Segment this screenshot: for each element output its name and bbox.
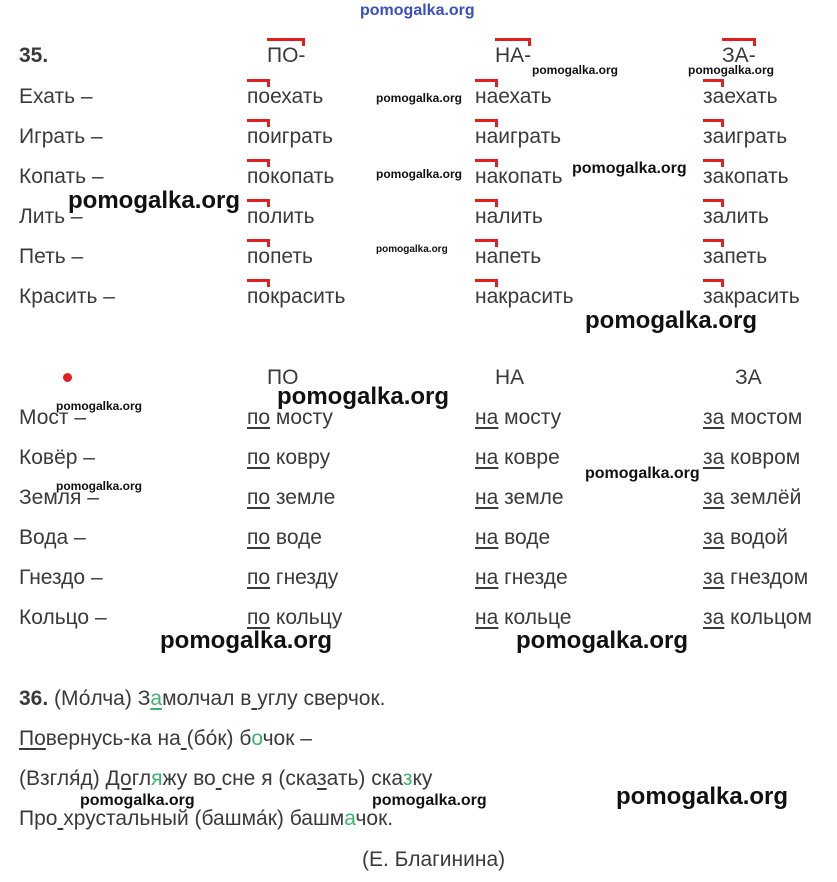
watermark: pomogalka.org [516,627,689,654]
table-cell [703,526,788,550]
watermark: pomogalka.org [572,160,687,177]
watermark: pomogalka.org [56,399,143,413]
preposition: на [475,606,499,629]
word-rest: земле [275,486,336,509]
preposition: на [475,406,499,429]
header-po-prefix: ПО- [267,44,306,67]
word-rest: играть [498,125,562,148]
header-za-prefix: ЗА- [722,44,756,67]
preposition: по [247,446,271,469]
prefix: по [247,125,271,148]
prefix: по [247,85,271,108]
watermark: pomogalka.org [532,63,619,77]
header-po: ПО [267,366,299,389]
word-rest: ковре [504,446,560,469]
preposition: на [475,446,499,469]
prefix: за [703,85,725,108]
watermark: pomogalka.org [376,244,448,255]
preposition: на [475,486,499,509]
table-cell [247,245,313,269]
prefix: на [475,285,499,308]
preposition: на [475,566,499,589]
word-rest: петь [724,245,768,268]
header-za: ЗА [735,366,762,389]
table-cell [247,125,333,149]
word-rest: воде [275,526,322,549]
row-word: Вода – [19,526,86,549]
prefix: по [247,245,271,268]
word-rest: землёй [730,486,802,509]
ex36-line-2: Повернусь-ка на (бо́к) бочок – [19,727,312,750]
word-rest: играть [270,125,333,148]
row-word: Гнездо – [19,566,103,589]
table-cell [475,566,568,590]
watermark-top: pomogalka.org [360,2,475,19]
table-cell [475,446,560,470]
table-cell [247,566,338,590]
word-rest: ковром [730,446,801,469]
word-rest: кольце [504,606,572,629]
word-rest: копать [498,165,563,188]
preposition: за [703,566,725,589]
prefix: на [475,245,499,268]
table-cell [703,606,812,630]
watermark: pomogalka.org [688,63,775,77]
ex36-line-4: Про хрустальный (башма́к) башмачок. [19,807,394,830]
table-cell [247,205,315,229]
prefix: за [703,125,725,148]
row-word: Кольцо – [19,606,107,629]
prefix: по [247,205,271,228]
prefix: по [247,165,271,188]
table-cell [703,486,801,510]
table-cell [703,285,800,309]
preposition: по [247,606,271,629]
word-rest: мостом [730,406,803,429]
table-cell [703,245,767,269]
word-rest: красить [724,285,800,308]
row-word: Копать – [19,165,104,188]
table-cell [475,85,552,109]
watermark: pomogalka.org [372,792,487,809]
prefix: по [247,285,271,308]
word-rest: водой [730,526,788,549]
prefix: на [475,165,499,188]
table-cell [475,245,541,269]
watermark: pomogalka.org [376,167,463,181]
word-rest: земле [504,486,564,509]
table-cell [247,446,330,470]
word-rest: играть [724,125,788,148]
word-rest: кольцом [730,606,812,629]
table-cell [475,486,564,510]
preposition: по [247,486,271,509]
watermark: pomogalka.org [68,187,241,214]
row-word: Ехать – [19,85,93,108]
watermark: pomogalka.org [277,383,450,410]
preposition: за [703,446,725,469]
word-rest: гнезде [504,566,568,589]
table-cell [475,285,574,309]
red-dot-marker [63,373,72,382]
row-word: Петь – [19,245,84,268]
word-rest: петь [270,245,313,268]
table-cell [703,406,802,430]
watermark: pomogalka.org [160,627,333,654]
prefix: за [703,205,725,228]
watermark: pomogalka.org [376,91,463,105]
word-rest: ковру [275,446,331,469]
preposition: по [247,526,271,549]
word-rest: петь [498,245,542,268]
table-cell [247,285,345,309]
table-cell [475,125,561,149]
exercise-35-number: 35. [19,44,49,67]
word-rest: воде [504,526,551,549]
word-rest: красить [498,285,574,308]
preposition: на [475,526,499,549]
table-cell [703,566,808,590]
row-word: Лить – [19,205,83,228]
word-rest: лить [270,205,315,228]
prefix: на [475,205,499,228]
prefix: за [703,285,725,308]
word-rest: ехать [498,85,552,108]
table-cell [247,165,334,189]
preposition: по [247,566,271,589]
table-cell [475,165,563,189]
word-rest: ехать [270,85,324,108]
preposition: по [247,406,271,429]
preposition: за [703,526,725,549]
preposition: за [703,406,725,429]
word-rest: лить [498,205,543,228]
watermark: pomogalka.org [585,307,758,334]
header-na: НА [495,366,525,389]
word-rest: красить [270,285,346,308]
table-cell [703,85,778,109]
table-cell [475,526,550,550]
row-word: Играть – [19,125,103,148]
table-cell [247,526,322,550]
watermark: pomogalka.org [56,479,143,493]
word-rest: лить [724,205,769,228]
row-word: Красить – [19,285,115,308]
table-cell [703,205,769,229]
preposition: за [703,606,725,629]
preposition: за [703,486,725,509]
watermark: pomogalka.org [80,792,195,809]
word-rest: мосту [275,406,333,429]
word-rest: ехать [724,85,778,108]
prefix: на [475,85,499,108]
table-cell [247,486,335,510]
ex36-line-1: 36. (Мо́лча) Замолчал в углу сверчок. [19,687,386,710]
table-cell [475,205,543,229]
row-word: Мост – [19,406,87,429]
watermark: pomogalka.org [585,465,700,482]
watermark: pomogalka.org [616,783,789,810]
word-rest: мосту [504,406,562,429]
poem-author: (Е. Благинина) [362,848,506,871]
prefix: за [703,245,725,268]
word-rest: кольцу [275,606,343,629]
prefix: на [475,125,499,148]
word-rest: копать [724,165,789,188]
word-rest: гнезду [275,566,339,589]
ex36-line-3: (Взгля́д) Догляжу во сне я (сказать) сказку [19,767,433,790]
table-cell [703,446,800,470]
row-word: Земля – [19,486,99,509]
word-rest: гнездом [730,566,809,589]
word-rest: копать [270,165,335,188]
table-cell [247,85,323,109]
header-na-prefix: НА- [495,44,532,67]
table-cell [475,406,561,430]
table-cell [703,125,787,149]
row-word: Ковёр – [19,446,95,469]
table-cell [703,165,789,189]
prefix: за [703,165,725,188]
